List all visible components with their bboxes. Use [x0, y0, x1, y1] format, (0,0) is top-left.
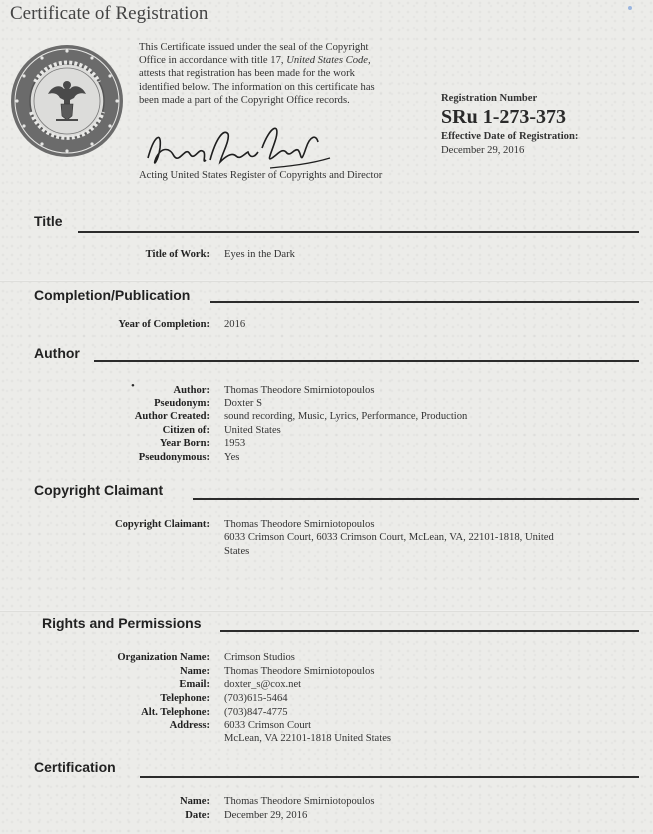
- field-row-name: [0, 665, 374, 678]
- section-heading-claimant: Copyright Claimant: [34, 482, 164, 498]
- scan-speck: [628, 6, 632, 10]
- field-row-organization-name: [0, 651, 295, 664]
- register-signature: [140, 118, 340, 178]
- field-row-email: [0, 678, 301, 691]
- claimant-address-line: States: [224, 545, 250, 557]
- paper-fold: [0, 610, 653, 612]
- field-value: United States: [224, 425, 281, 436]
- section-heading-completion: Completion/Publication: [34, 287, 191, 303]
- signer-title: Acting United States Register of Copyrights and Director: [139, 170, 383, 181]
- intro-line: [139, 54, 419, 67]
- field-label: Author:: [173, 385, 210, 396]
- field-value: Doxter S: [224, 398, 262, 409]
- claimant-address-line: 6033 Crimson Court, 6033 Crimson Court, McLean, VA, 22101-1818, United: [224, 532, 554, 544]
- field-label: Year Born:: [159, 438, 210, 449]
- field-row-address: [0, 719, 391, 746]
- field-label: Author Created:: [134, 411, 210, 422]
- section-rule: [94, 360, 639, 362]
- field-value: [224, 518, 554, 558]
- paper-fold: [0, 280, 653, 282]
- section-rule: [210, 301, 639, 303]
- intro-line-part: Office in accordance with title 17,: [139, 55, 287, 67]
- field-row-year-born: [0, 437, 245, 450]
- section-heading-rights: Rights and Permissions: [42, 615, 202, 631]
- field-value: 1953: [224, 438, 246, 449]
- field-value: doxter_s@cox.net: [224, 679, 302, 690]
- intro-line: been made a part of the Copyright Office records.: [139, 94, 350, 106]
- claimant-name: Thomas Theodore Smirniotopoulos: [224, 519, 375, 530]
- intro-code-title: United States Code,: [286, 55, 371, 67]
- field-value: (703)847-4775: [224, 707, 288, 718]
- section-rule: [140, 776, 639, 778]
- intro-line: attests that registration has been made for the work: [139, 68, 355, 80]
- field-row-alt-telephone: [0, 706, 288, 719]
- field-value: Eyes in the Dark: [224, 249, 295, 260]
- field-label: Alt. Telephone:: [141, 707, 210, 718]
- field-label: Year of Completion:: [118, 319, 210, 330]
- field-label: Title of Work:: [145, 249, 210, 260]
- section-heading-author: Author: [34, 345, 80, 361]
- intro-line: This Certificate issued under the seal of the Copyright: [139, 42, 369, 53]
- field-value: Thomas Theodore Smirniotopoulos: [224, 385, 375, 396]
- section-heading-title: Title: [34, 213, 63, 229]
- field-label: Name:: [179, 796, 210, 807]
- field-value: Crimson Studios: [224, 652, 295, 663]
- field-value: sound recording, Music, Lyrics, Performance, Production: [224, 411, 468, 422]
- field-row-pseudonymous: [0, 451, 239, 464]
- section-rule: [220, 630, 639, 632]
- field-value: December 29, 2016: [224, 810, 308, 821]
- field-value: Thomas Theodore Smirniotopoulos: [224, 796, 375, 807]
- field-row-telephone: [0, 692, 288, 705]
- bullet-icon: •: [131, 380, 135, 392]
- field-row-author-created: [0, 410, 467, 423]
- field-value: Yes: [224, 452, 240, 463]
- field-label: Date:: [185, 810, 210, 821]
- field-label: Telephone:: [160, 693, 210, 704]
- field-row-copyright-claimant: [0, 518, 554, 558]
- effective-date: December 29, 2016: [441, 145, 525, 156]
- document-title: Certificate of Registration: [10, 3, 209, 24]
- field-label: Pseudonymous:: [138, 452, 210, 463]
- effective-date-label: Effective Date of Registration:: [441, 131, 579, 142]
- field-label: Citizen of:: [162, 425, 210, 436]
- address-line: 6033 Crimson Court: [224, 720, 312, 731]
- section-rule: [78, 231, 639, 233]
- field-label: Address:: [169, 720, 210, 731]
- field-value: (703)615-5464: [224, 693, 288, 704]
- field-value: Thomas Theodore Smirniotopoulos: [224, 666, 375, 677]
- registration-number-label: Registration Number: [441, 93, 538, 104]
- intro-line: identified below. The information on this certificate has: [139, 81, 375, 93]
- registration-number: SRu 1-273-373: [441, 106, 567, 128]
- field-value: [224, 719, 391, 746]
- address-line: McLean, VA 22101-1818 United States: [224, 733, 392, 745]
- field-row-year-of-completion: [0, 318, 245, 331]
- field-row-pseudonym: [0, 397, 262, 410]
- field-row-certifier-name: [0, 795, 374, 808]
- section-heading-certification: Certification: [34, 759, 116, 775]
- field-row-title-of-work: [0, 248, 295, 261]
- field-row-author: [0, 384, 374, 397]
- field-label: Copyright Claimant:: [114, 519, 210, 530]
- field-label: Pseudonym:: [154, 398, 210, 409]
- copyright-office-seal-icon: [8, 42, 126, 160]
- field-label: Name:: [179, 666, 210, 677]
- certificate-intro-text: [139, 41, 419, 107]
- field-label: Email:: [179, 679, 210, 690]
- field-row-certification-date: [0, 809, 307, 822]
- section-rule: [193, 498, 639, 500]
- field-value: 2016: [224, 319, 246, 330]
- field-label: Organization Name:: [117, 652, 210, 663]
- field-row-citizen-of: [0, 424, 281, 437]
